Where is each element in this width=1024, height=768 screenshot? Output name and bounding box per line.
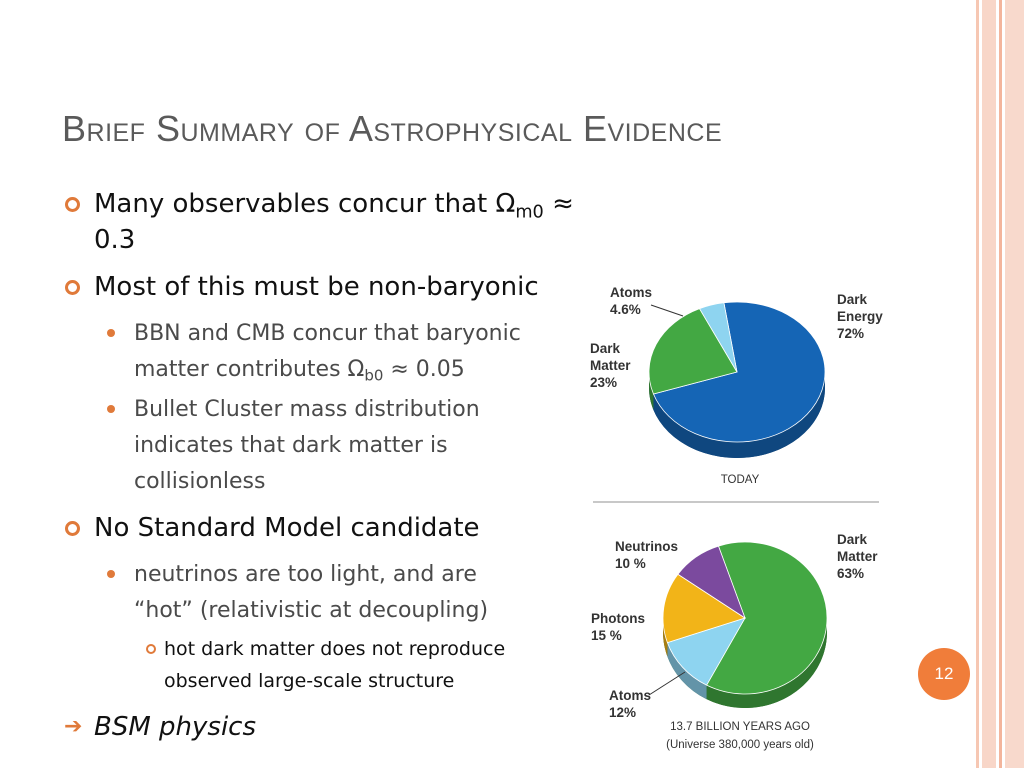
bullet-ring-icon: [65, 280, 80, 295]
pie-0-label: 72%: [837, 326, 865, 341]
bullet-no-sm: [62, 510, 592, 546]
subbullet-bbn: [62, 316, 592, 388]
slide-title: Brief Summary of Astrophysical Evidence: [62, 108, 723, 149]
line: BBN and CMB concur that baryonic: [134, 321, 521, 346]
pie-0-label: Dark: [590, 341, 621, 356]
bullet-small-ring-icon: [146, 644, 156, 654]
line: Bullet Cluster mass distribution: [134, 397, 480, 422]
bullet-dot-icon: [107, 329, 115, 337]
bullet-text-after: ≈ 0.3: [94, 189, 574, 255]
line: “hot” (relativistic at decoupling): [134, 598, 489, 623]
pie-1-label: Photons: [591, 611, 645, 626]
bullet-nonbaryonic: [62, 269, 592, 305]
bullet-text: Most of this must be non-baryonic: [94, 272, 539, 302]
pie-1-subcaption: (Universe 380,000 years old): [666, 739, 814, 751]
subscript: b0: [364, 366, 384, 385]
pie-0-leader-line: [651, 305, 683, 316]
pie-0-label: Energy: [837, 309, 883, 324]
line: matter contributes Ω: [134, 357, 365, 382]
bullet-text: BSM physics: [94, 712, 257, 742]
line: collisionless: [134, 469, 266, 494]
pie-1-label: Dark: [837, 532, 868, 547]
bullet-ring-icon: [65, 521, 80, 536]
pie-1-caption: 13.7 BILLION YEARS AGO: [670, 721, 810, 733]
pie-1-leader-line: [649, 672, 685, 695]
line: neutrinos are too light, and are: [134, 562, 477, 587]
subbullet-neutrinos: [62, 557, 592, 629]
pie-charts-svg: [585, 280, 915, 760]
pie-0-label: Atoms: [610, 285, 653, 300]
line: indicates that dark matter is: [134, 433, 448, 458]
bullet-list: [62, 186, 592, 756]
pie-charts: [585, 280, 915, 760]
pie-1-label: Matter: [837, 549, 878, 564]
subsubbullet-hot-dm: [62, 633, 592, 697]
pie-1-label: 15 %: [591, 628, 622, 643]
bullet-ring-icon: [65, 197, 80, 212]
pie-1-label: 10 %: [615, 556, 646, 571]
subbullet-bullet-cluster: [62, 392, 592, 500]
page-number-badge: 12: [918, 648, 970, 700]
bullet-dot-icon: [107, 570, 115, 578]
pie-1-label: Neutrinos: [615, 539, 679, 554]
arrow-right-icon: ➔: [64, 714, 83, 739]
subscript: m0: [515, 202, 544, 223]
bullet-text: Many observables concur that Ω: [94, 189, 516, 219]
line: observed large-scale structure: [164, 670, 455, 692]
pie-1-label: 12%: [609, 705, 637, 720]
pie-0-label: 4.6%: [610, 302, 641, 317]
pie-0-caption: TODAY: [720, 474, 760, 486]
decorative-border: [976, 0, 1024, 768]
line: hot dark matter does not reproduce: [164, 638, 506, 660]
line-after: ≈ 0.05: [383, 357, 465, 382]
pie-1-label: Atoms: [609, 688, 652, 703]
pie-1-label: 63%: [837, 566, 865, 581]
pie-0-label: Matter: [590, 358, 631, 373]
pie-0-label: 23%: [590, 375, 618, 390]
bullet-dot-icon: [107, 405, 115, 413]
pie-0-label: Dark: [837, 292, 868, 307]
bullet-omega-m: [62, 186, 592, 258]
bullet-bsm: [62, 709, 592, 745]
bullet-text: No Standard Model candidate: [94, 513, 480, 543]
